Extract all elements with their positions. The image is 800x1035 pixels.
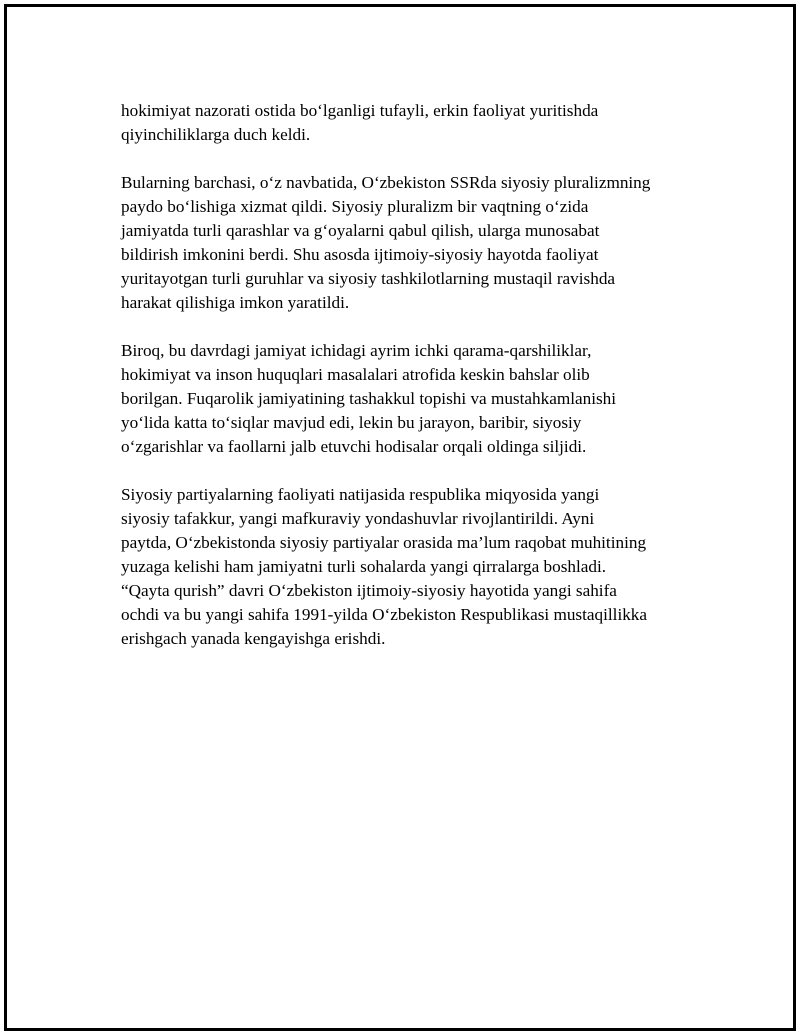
text-line: hokimiyat nazorati ostida bo‘lganligi tufayli, erkin faoliyat yuritishda xyxy=(121,101,599,120)
text-line: yuzaga kelishi ham jamiyatni turli sohalarda yangi qirralarga boshladi. xyxy=(121,557,607,576)
text-line: qiyinchiliklarga duch keldi. xyxy=(121,125,311,144)
text-line: yo‘lida katta to‘siqlar mavjud edi, lekin bu jarayon, baribir, siyosiy xyxy=(121,413,582,432)
text-line: o‘zgarishlar va faollarni jalb etuvchi hodisalar orqali oldinga siljidi. xyxy=(121,437,587,456)
text-line: bildirish imkonini berdi. Shu asosda ijtimoiy-siyosiy hayotda faoliyat xyxy=(121,245,599,264)
text-line: hokimiyat va inson huquqlari masalalari atrofida keskin bahslar olib xyxy=(121,365,590,384)
paragraph xyxy=(121,339,701,459)
document-body xyxy=(121,99,701,675)
text-line: erishgach yanada kengayishga erishdi. xyxy=(121,629,386,648)
text-line: Bularning barchasi, o‘z navbatida, O‘zbekiston SSRda siyosiy pluralizmning xyxy=(121,173,651,192)
text-line: harakat qilishiga imkon yaratildi. xyxy=(121,293,350,312)
text-line: ochdi va bu yangi sahifa 1991-yilda O‘zbekiston Respublikasi mustaqillikka xyxy=(121,605,648,624)
text-line: siyosiy tafakkur, yangi mafkuraviy yondashuvlar rivojlantirildi. Ayni xyxy=(121,509,595,528)
text-line: Biroq, bu davrdagi jamiyat ichidagi ayrim ichki qarama-qarshiliklar, xyxy=(121,341,592,360)
text-line: paydo bo‘lishiga xizmat qildi. Siyosiy pluralizm bir vaqtning o‘zida xyxy=(121,197,589,216)
text-line: yuritayotgan turli guruhlar va siyosiy tashkilotlarning mustaqil ravishda xyxy=(121,269,616,288)
text-line: jamiyatda turli qarashlar va g‘oyalarni qabul qilish, ularga munosabat xyxy=(121,221,600,240)
text-line: borilgan. Fuqarolik jamiyatining tashakkul topishi va mustahkamlanishi xyxy=(121,389,617,408)
text-line: Siyosiy partiyalarning faoliyati natijasida respublika miqyosida yangi xyxy=(121,485,600,504)
text-line: paytda, O‘zbekistonda siyosiy partiyalar orasida ma’lum raqobat muhitining xyxy=(121,533,647,552)
paragraph xyxy=(121,99,701,147)
paragraph xyxy=(121,171,701,315)
text-line: “Qayta qurish” davri O‘zbekiston ijtimoiy-siyosiy hayotida yangi sahifa xyxy=(121,581,617,600)
page-frame xyxy=(4,4,796,1031)
paragraph xyxy=(121,483,701,651)
